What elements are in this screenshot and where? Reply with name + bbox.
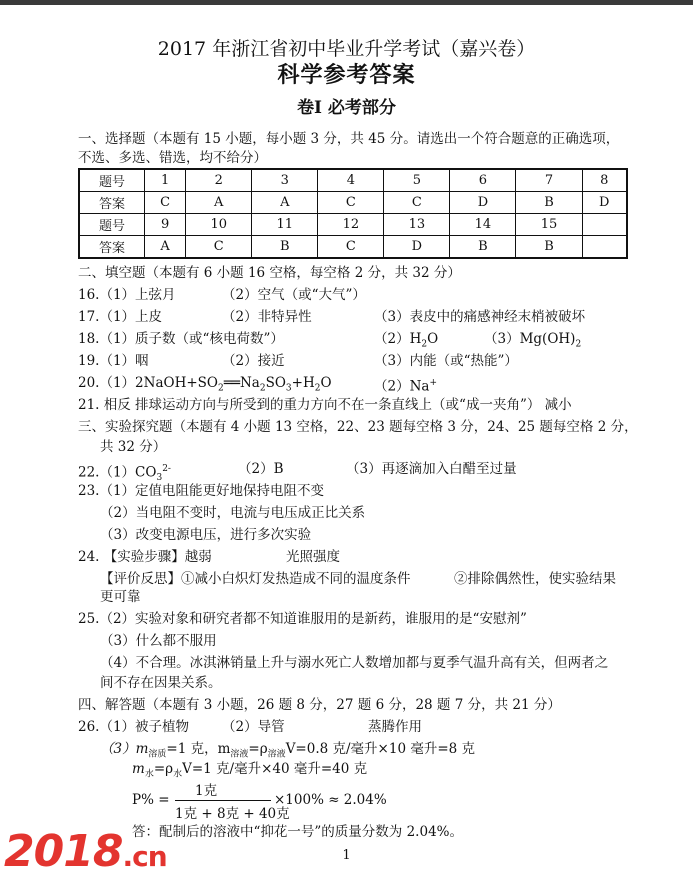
table-cell: 4 xyxy=(318,169,384,192)
table-cell: 5 xyxy=(384,169,450,192)
table-cell: A xyxy=(186,192,252,214)
table-cell: 6 xyxy=(450,169,516,192)
answer-22-2: （2）B xyxy=(238,461,284,477)
table-cell: B xyxy=(252,236,318,259)
table-cell: 10 xyxy=(186,214,252,236)
answer-23-1: 23.（1）定值电阻能更好地保持电阻不变 xyxy=(78,483,325,499)
table-cell: 11 xyxy=(252,214,318,236)
doc-subtitle: 科学参考答案 xyxy=(277,62,416,88)
exam-title: 2017 年浙江省初中毕业升学考试（嘉兴卷） xyxy=(157,38,536,60)
answer-25-5: 间不存在因果关系。 xyxy=(100,675,222,691)
table-row xyxy=(79,214,627,236)
answer-26-calc-1: $(3)m_{溶质}=1$ 克，$m_{溶液}=\rho_{溶液}V=0.8$ 克/毫升×10 毫升=8 克 xyxy=(100,741,476,760)
page-number: 1 xyxy=(342,848,351,863)
top-bar xyxy=(0,0,693,5)
answer-25-4: （4）不合理。冰淇淋销量上升与溺水死亡人数增加都与夏季气温升高有关，但两者之 xyxy=(100,655,609,671)
answer-21: 21. 相反 排球运动方向与所受到的重力方向不在一条直线上（或“成一夹角”） 减小 xyxy=(78,397,572,413)
section2-heading: 二、填空题（本题有 6 小题 16 空格，每空格 2 分，共 32 分） xyxy=(78,265,461,281)
table-cell: A xyxy=(252,192,318,214)
answer-23-3: （3）改变电源电压，进行多次实验 xyxy=(100,527,312,543)
table-cell xyxy=(582,214,627,236)
answer-table xyxy=(78,168,628,259)
table-row xyxy=(79,192,627,214)
table-cell: 3 xyxy=(252,169,318,192)
table-cell: B xyxy=(450,236,516,259)
table-row xyxy=(79,169,627,192)
answer-17-1: 17.（1）上皮 xyxy=(78,309,163,325)
table-cell: 8 xyxy=(582,169,627,192)
answer-24-3: 【评价反思】①减小白炽灯发热造成不同的温度条件 xyxy=(100,571,411,587)
section1-heading-2: 不选、多选、错选，均不给分） xyxy=(78,150,267,166)
table-cell: A xyxy=(145,236,186,259)
answer-16-2: （2）空气（或“大气”） xyxy=(222,287,366,303)
answer-18-1: 18.（1）质子数（或“核电荷数”） xyxy=(78,331,284,347)
formula-lhs: P% = xyxy=(132,792,170,808)
answer-26-calc-2: $m_水=\rho_水V=1$ 克/毫升×40 毫升=40 克 xyxy=(132,761,368,780)
answer-19-2: （2）接近 xyxy=(222,353,285,369)
formula-rhs: ×100% ≈ 2.04% xyxy=(274,792,387,808)
answer-24-1: 24. 【实验步骤】越弱 xyxy=(78,549,212,565)
table-cell: D xyxy=(450,192,516,214)
row-label: 答案 xyxy=(79,236,145,259)
table-cell: 2 xyxy=(186,169,252,192)
fraction-denominator: 1克 + 8克 + 40克 xyxy=(175,806,290,822)
answer-20-1: $20.(1)2NaOH+SO_2══Na_2SO_3+H_2O$ xyxy=(78,375,332,394)
final-answer: 答：配制后的溶液中“抑花一号”的质量分数为 2.04%。 xyxy=(132,824,463,840)
table-cell: D xyxy=(384,236,450,259)
answer-24-4: ②排除偶然性，使实验结果 xyxy=(454,571,616,587)
answer-24-2: 光照强度 xyxy=(286,549,340,565)
section3-heading-2: 共 32 分） xyxy=(100,439,167,455)
answer-20-2: （2）Na+ xyxy=(374,378,437,395)
table-cell: 7 xyxy=(516,169,582,192)
answer-17-3: （3）表皮中的痛感神经末梢被破坏 xyxy=(374,309,586,325)
table-cell: 15 xyxy=(516,214,582,236)
answer-22-1: $22.(1)CO_3^{2-}$ xyxy=(78,464,171,484)
answer-19-3: （3）内能（或“热能”） xyxy=(374,353,518,369)
table-cell: D xyxy=(582,192,627,214)
table-cell: C xyxy=(384,192,450,214)
section1-heading: 一、选择题（本题有 15 小题，每小题 3 分，共 45 分。请选出一个符合题意的正确选项， xyxy=(78,131,620,147)
section3-heading: 三、实验探究题（本题有 4 小题 13 空格，22、23 题每空格 3 分，24、25 题每空格 2 分， xyxy=(78,419,638,435)
answer-19-1: 19.（1）咽 xyxy=(78,353,149,369)
answer-18-2: $(2)H_2O$ xyxy=(374,331,439,350)
fraction-bar xyxy=(175,800,271,801)
table-row xyxy=(79,236,627,259)
answer-17-2: （2）非特异性 xyxy=(222,309,312,325)
answer-26-1: 26.（1）被子植物 xyxy=(78,719,190,735)
section4-heading: 四、解答题（本题有 3 小题，26 题 8 分，27 题 6 分，28 题 7 分，共 21 分） xyxy=(78,697,561,713)
row-label: 题号 xyxy=(79,169,145,192)
table-cell: 14 xyxy=(450,214,516,236)
table-cell: 13 xyxy=(384,214,450,236)
row-label: 题号 xyxy=(79,214,145,236)
table-cell xyxy=(582,236,627,259)
table-cell: 1 xyxy=(145,169,186,192)
table-cell: C xyxy=(318,236,384,259)
answer-26-3: 蒸腾作用 xyxy=(368,719,422,735)
answer-26-2: （2）导管 xyxy=(222,719,285,735)
answer-25-3: （3）什么都不服用 xyxy=(100,633,217,649)
part-heading: 卷Ⅰ 必考部分 xyxy=(297,98,396,118)
answer-25-2: 25.（2）实验对象和研究者都不知道谁服用的是新药，谁服用的是“安慰剂” xyxy=(78,611,527,627)
row-label: 答案 xyxy=(79,192,145,214)
table-cell: B xyxy=(516,192,582,214)
table-cell: C xyxy=(186,236,252,259)
answer-24-5: 更可靠 xyxy=(100,589,141,605)
table-cell: B xyxy=(516,236,582,259)
answer-23-2: （2）当电阻不变时，电流与电压成正比关系 xyxy=(100,505,366,521)
table-cell: 9 xyxy=(145,214,186,236)
answer-16-1: 16.（1）上弦月 xyxy=(78,287,176,303)
table-cell: C xyxy=(318,192,384,214)
answer-22-3: （3）再逐滴加入白醋至过量 xyxy=(346,461,517,477)
table-cell: 12 xyxy=(318,214,384,236)
fraction-numerator: 1克 xyxy=(195,783,218,799)
site-logo: 2018.cn xyxy=(4,826,167,877)
table-cell: C xyxy=(145,192,186,214)
answer-18-3: $(3)Mg(OH)_2$ xyxy=(484,331,582,350)
